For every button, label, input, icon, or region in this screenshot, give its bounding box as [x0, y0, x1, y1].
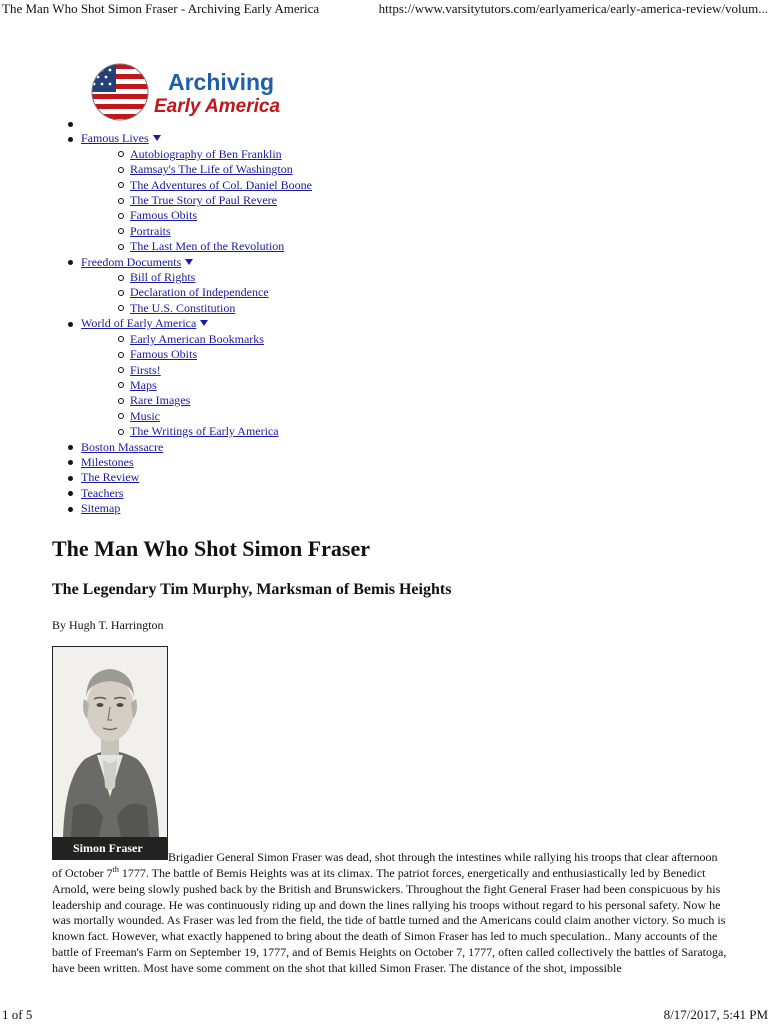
nav-sub-link[interactable]: The U.S. Constitution — [130, 300, 236, 315]
caret-down-icon — [200, 320, 208, 326]
nav-sub-link[interactable]: Declaration of Independence — [130, 285, 269, 300]
print-header-title: The Man Who Shot Simon Fraser - Archiving Early America — [2, 1, 320, 16]
print-header-url: https://www.varsitytutors.com/earlyamerica/early-america-review/volum... — [378, 1, 768, 16]
nav-sitemap-link[interactable]: Sitemap — [81, 501, 121, 516]
nav-sub-link[interactable]: Music — [130, 408, 160, 423]
nav-teachers-link[interactable]: Teachers — [81, 485, 124, 500]
nav-sub-link[interactable]: Firsts! — [130, 362, 161, 377]
nav-world-link[interactable]: World of Early America — [81, 316, 208, 330]
nav-freedom-documents — [62, 255, 312, 317]
nav-sub-link[interactable]: Famous Obits — [130, 347, 198, 362]
nav-sub-link[interactable]: Early American Bookmarks — [130, 331, 264, 346]
nav-empty-item — [62, 116, 312, 131]
nav-boston-massacre-link[interactable]: Boston Massacre — [81, 439, 164, 454]
nav-sub-link[interactable]: Autobiography of Ben Franklin — [130, 146, 282, 161]
nav-sitemap — [62, 501, 312, 516]
nav-freedom-documents-link[interactable]: Freedom Documents — [81, 255, 193, 269]
nav-sub-link[interactable]: The True Story of Paul Revere — [130, 193, 277, 208]
nav-sub-link[interactable]: The Last Men of the Revolution — [130, 239, 285, 254]
article-subtitle: The Legendary Tim Murphy, Marksman of Bemis Heights — [52, 581, 452, 598]
nav-sub-link[interactable]: Bill of Rights — [130, 270, 196, 285]
portrait-caption: Simon Fraser — [53, 837, 167, 859]
nav-sub-link[interactable]: Ramsay's The Life of Washington — [130, 162, 293, 177]
nav-famous-lives-link[interactable]: Famous Lives — [81, 131, 161, 145]
nav-famous-lives — [62, 131, 312, 254]
nav-world-of-early-america — [62, 316, 312, 439]
nav-milestones — [62, 455, 312, 470]
nav-sub-link[interactable]: Famous Obits — [130, 208, 198, 223]
nav-sub-link[interactable]: The Adventures of Col. Daniel Boone — [130, 177, 312, 192]
logo-line1: Archiving — [168, 69, 275, 95]
simon-fraser-portrait — [52, 646, 168, 860]
nav-review-link[interactable]: The Review — [81, 470, 140, 485]
article-byline: By Hugh T. Harrington — [52, 618, 164, 632]
flag-globe-icon — [86, 62, 156, 122]
nav-sub-link[interactable]: The Writings of Early America — [130, 424, 279, 439]
site-navigation — [62, 116, 312, 517]
nav-sub-link[interactable]: Portraits — [130, 223, 171, 238]
page-number: 1 of 5 — [2, 1007, 33, 1022]
caret-down-icon — [185, 259, 193, 265]
nav-boston-massacre — [62, 440, 312, 455]
nav-milestones-link[interactable]: Milestones — [81, 454, 134, 469]
nav-sub-link[interactable]: Maps — [130, 377, 157, 392]
caret-down-icon — [153, 135, 161, 141]
nav-teachers — [62, 486, 312, 501]
logo-line2: Early America — [154, 96, 281, 117]
article-first-line: Brigadier General Simon Fraser was dead, shot through the intestines while rallying his troops that clear afternoon — [168, 850, 718, 864]
article-paragraph: of October 7th 1777. The battle of Bemis Heights was at its climax. The patriot forces, energetically and enthusiastically led by Benedict Arnold, were being slowly pushed back by the British and Brunswickers. Throughout the fight General Fraser had been conspicuous by his leadership and courage. He was continuously riding up and down the lines rallying his troops without regard to his personal safety. Now he was mortally wounded. As Fraser was led from the field, the tide of battle turned and the Americans could claim another victory. So much is known fact. However, what exactly happened to bring about the death of Simon Fraser has led to much speculation.. Many accounts of the battle of Freeman's Farm on September 19, 1777, and of Bemis Heights on October 7, 1777, often called collectively the battles of Saratoga, have been written. Most have some comment on the shot that killed Simon Fraser. The distance of the shot, impossible — [52, 865, 727, 975]
nav-sub-link[interactable]: Rare Images — [130, 393, 191, 408]
archiving-early-america-logo[interactable] — [86, 62, 286, 122]
article-title: The Man Who Shot Simon Fraser — [52, 536, 371, 561]
print-datetime: 8/17/2017, 5:41 PM — [663, 1007, 768, 1022]
nav-the-review — [62, 470, 312, 485]
